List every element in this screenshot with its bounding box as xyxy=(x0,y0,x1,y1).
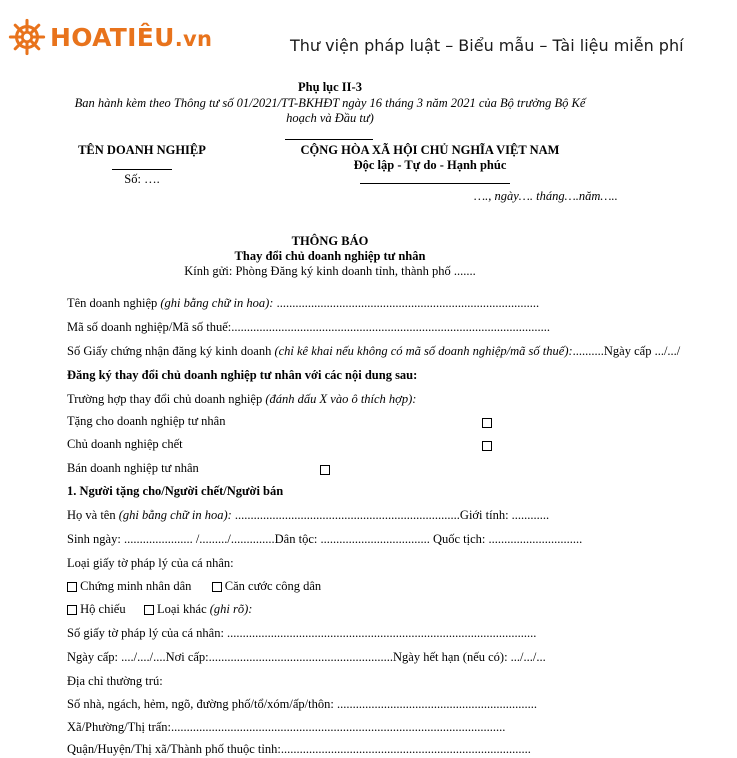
divider xyxy=(360,183,510,184)
passport-label: Hộ chiếu xyxy=(80,602,126,616)
tax-code-field: Mã số doanh nghiệp/Mã số thuế:...................................................................................................... xyxy=(67,320,550,334)
brand-slogan: Thư viện pháp luật – Biểu mẫu – Tài liệu miễn phí xyxy=(290,36,684,55)
birth-date-field: Sinh ngày: ...................... /........./..............Dân tộc: ................................... Quốc tịch: .............................. xyxy=(67,532,583,546)
country-name: CỘNG HÒA XÃ HỘI CHỦ NGHĨA VIỆT NAM xyxy=(300,143,560,157)
option-deceased-label: Chủ doanh nghiệp chết xyxy=(67,437,183,451)
other-document-checkbox[interactable] xyxy=(144,605,154,615)
citizen-id-checkbox[interactable] xyxy=(212,582,222,592)
change-case-label: Trường hợp thay đổi chủ doanh nghiệp (đánh dấu X vào ô thích hợp): xyxy=(67,392,417,406)
option-deceased-checkbox[interactable] xyxy=(482,441,492,451)
brand-name: HOATIÊU.vn xyxy=(50,22,213,52)
document-type-options-row2 xyxy=(67,602,252,617)
option-sell-checkbox[interactable] xyxy=(320,465,330,475)
document-date: …., ngày…. tháng….năm….. xyxy=(474,189,618,203)
registration-heading: Đăng ký thay đổi chủ doanh nghiệp tư nhân với các nội dung sau: xyxy=(67,368,418,382)
other-document-label: Loại khác (ghi rõ): xyxy=(156,602,253,616)
document-number-field: Số giấy tờ pháp lý của cá nhân: ................................................................................................... xyxy=(67,626,537,640)
company-name-field: Tên doanh nghiệp (ghi bằng chữ in hoa): .................................................................................... xyxy=(67,296,540,310)
section-1-heading: 1. Người tặng cho/Người chết/Người bán xyxy=(67,484,284,498)
id-card-checkbox[interactable] xyxy=(67,582,77,592)
notice-subtitle: Thay đổi chủ doanh nghiệp tư nhân xyxy=(234,249,426,263)
citizen-id-label: Căn cước công dân xyxy=(224,579,322,593)
option-gift-checkbox[interactable] xyxy=(482,418,492,428)
passport-checkbox[interactable] xyxy=(67,605,77,615)
ward-field: Xã/Phường/Thị trấn:........................................................................................................... xyxy=(67,720,506,734)
district-field: Quận/Huyện/Thị xã/Thành phố thuộc tỉnh:................................................................................ xyxy=(67,742,531,756)
notice-title: THÔNG BÁO xyxy=(291,234,369,248)
document-number: Số: …. xyxy=(124,172,160,186)
divider xyxy=(285,139,373,140)
document-type-label: Loại giấy tờ pháp lý của cá nhân: xyxy=(67,556,234,570)
company-name-header: TÊN DOANH NGHIỆP xyxy=(78,143,206,157)
certificate-field: Số Giấy chứng nhận đăng ký kinh doanh (chỉ kê khai nếu không có mã số doanh nghiệp/mã số thuế):..........Ngày cấp .../.../ xyxy=(67,344,681,358)
recipient-line: Kính gửi: Phòng Đăng ký kinh doanh tỉnh, thành phố ....... xyxy=(184,264,476,278)
brand-logo[interactable] xyxy=(8,18,212,56)
document-type-options-row1 xyxy=(67,579,321,594)
option-gift-label: Tặng cho doanh nghiệp tư nhân xyxy=(67,414,226,428)
option-sell-label: Bán doanh nghiệp tư nhân xyxy=(67,461,199,475)
country-motto: Độc lập - Tự do - Hạnh phúc xyxy=(353,158,507,172)
issued-note-line2: hoạch và Đầu tư) xyxy=(286,111,374,125)
street-address-field: Số nhà, ngách, hẻm, ngõ, đường phố/tổ/xóm/ấp/thôn: ................................................................ xyxy=(67,697,537,711)
divider xyxy=(112,169,172,170)
id-card-label: Chứng minh nhân dân xyxy=(80,579,192,593)
permanent-address-label: Địa chỉ thường trú: xyxy=(67,674,163,688)
appendix-title: Phụ lục II-3 xyxy=(298,80,362,94)
ship-wheel-icon xyxy=(8,18,46,56)
issue-date-field: Ngày cấp: ..../..../....Nơi cấp:...........................................................Ngày hết hạn (nếu có): .../.../... xyxy=(67,650,546,664)
full-name-field: Họ và tên (ghi bằng chữ in hoa): ........................................................................Giới tính: ............ xyxy=(67,508,550,522)
issued-note-line1: Ban hành kèm theo Thông tư số 01/2021/TT-BKHĐT ngày 16 tháng 3 năm 2021 của Bộ trưởng Bộ Kế xyxy=(74,96,586,110)
